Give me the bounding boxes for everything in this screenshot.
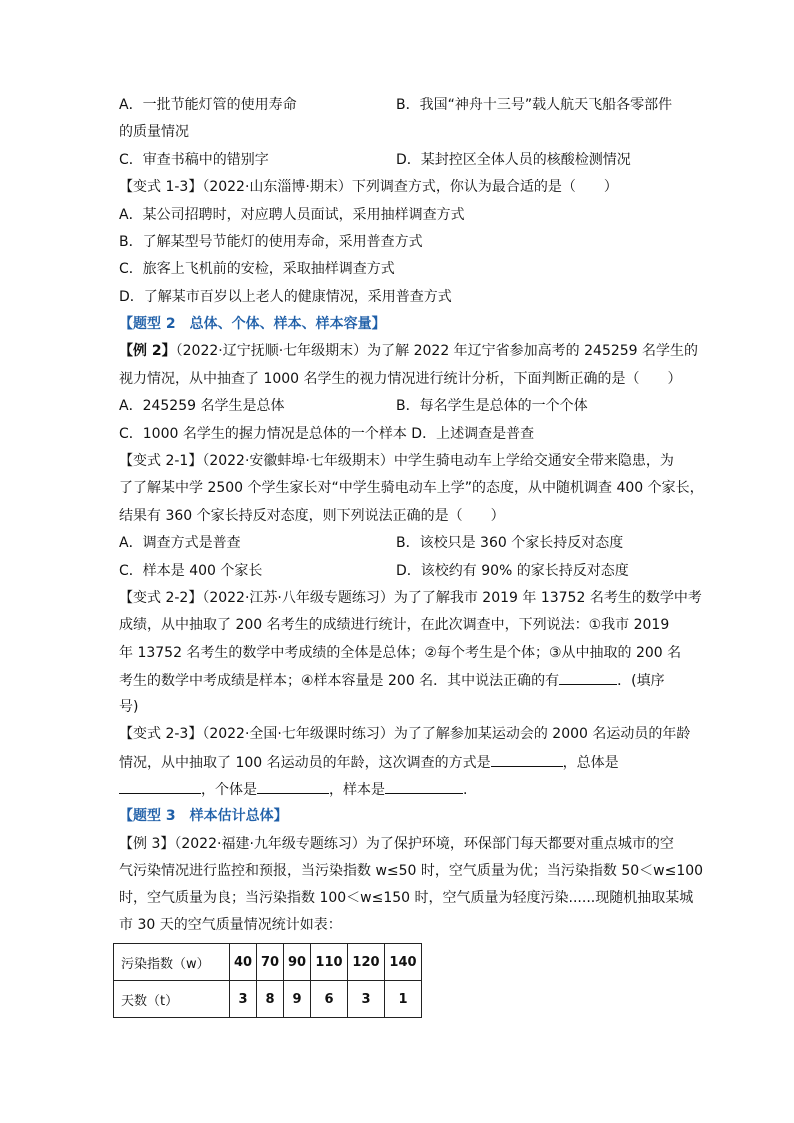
table-cell: 3 <box>348 981 385 1018</box>
variant-1-3-stem <box>119 177 618 197</box>
table-row <box>114 981 422 1018</box>
table-cell: 8 <box>257 981 284 1018</box>
table-cell: 70 <box>257 944 284 981</box>
variant-2-1-option-b: B．该校只是 360 个家长持反对态度 <box>396 535 624 551</box>
variant-2-3-period: . <box>463 782 468 798</box>
example-2-text: （2022·辽宁抚顺·七年级期末）为了解 2022 年辽宁省参加高考的 245259 名学生的 <box>175 343 699 359</box>
variant-1-3-tag: 【变式 1-3】 <box>119 179 203 195</box>
example-2-option-a: A．245259 名学生是总体 <box>119 398 285 414</box>
table-cell: 120 <box>348 944 385 981</box>
example-3-line-2: 气污染情况进行监控和预报，当污染指数 w≤50 时，空气质量为优；当污染指数 50＜w≤100 <box>119 863 704 879</box>
variant-1-3-option-d: D．了解某市百岁以上老人的健康情况，采用普查方式 <box>119 289 452 305</box>
example-2-line-1 <box>119 341 698 361</box>
variant-1-3-option-c: C．旅客上飞机前的安检，采取抽样调查方式 <box>119 261 395 277</box>
variant-2-2-line-4-suffix: ．(填序 <box>617 673 665 689</box>
variant-2-1-line-1 <box>119 451 674 471</box>
variant-2-3-line-2-text: 情况，从中抽取了 100 名运动员的年龄，这次调查的方式是 <box>119 755 491 771</box>
variant-2-1-text: （2022·安徽蚌埠·七年级期末）中学生骑电动车上学给交通安全带来隐患，为 <box>202 453 674 469</box>
variant-2-3-text: （2022·全国·七年级课时练习）为了了解参加某运动会的 2000 名运动员的年龄 <box>202 726 691 742</box>
variant-2-3-line-2-suffix: ，总体是 <box>562 755 619 771</box>
variant-2-2-line-5: 号) <box>119 699 139 715</box>
example-3-line-4: 市 30 天的空气质量情况统计如表： <box>119 917 342 933</box>
prev-option-b: B．我国“神舟十三号”载人航天飞船各零部件 <box>396 97 673 113</box>
answer-blank[interactable] <box>559 670 617 685</box>
table-cell: 1 <box>385 981 422 1018</box>
example-2-option-b: B．每名学生是总体的一个个体 <box>396 398 588 414</box>
prev-option-b-cont: 的质量情况 <box>119 124 189 140</box>
variant-2-3-sample-label: ，样本是 <box>329 782 385 798</box>
example-3-line-3: 时，空气质量为良；当污染指数 100＜w≤150 时，空气质量为轻度污染......现随机抽取某城 <box>119 890 694 906</box>
prev-option-d: D．某封控区全体人员的核酸检测情况 <box>396 152 631 168</box>
variant-2-3-individual-label: ，个体是 <box>201 782 257 798</box>
variant-2-1-option-c: C．样本是 400 个家长 <box>119 563 263 579</box>
population-blank[interactable] <box>119 779 201 794</box>
pollution-table <box>113 943 422 1018</box>
table-cell: 40 <box>230 944 257 981</box>
variant-2-3-line-1 <box>119 724 690 744</box>
table-cell: 140 <box>385 944 422 981</box>
example-3-tag: 【例 3】 <box>119 836 175 852</box>
variant-1-3-text: （2022·山东淄博·期末）下列调查方式，你认为最合适的是（ ） <box>202 179 618 195</box>
variant-1-3-option-a: A．某公司招聘时，对应聘人员面试，采用抽样调查方式 <box>119 207 465 223</box>
individual-blank[interactable] <box>257 779 329 794</box>
variant-2-2-line-2: 成绩，从中抽取了 200 名考生的成绩进行统计，在此次调查中，下列说法：①我市 2019 <box>119 617 670 633</box>
table-cell: 6 <box>311 981 348 1018</box>
example-2-tag: 【例 2】 <box>119 343 176 359</box>
variant-2-3-tag: 【变式 2-3】 <box>119 726 203 742</box>
prev-option-a: A．一批节能灯管的使用寿命 <box>119 97 297 113</box>
table-header-days: 天数（t） <box>114 981 230 1018</box>
variant-2-2-line-1 <box>119 588 702 608</box>
variant-2-1-tag: 【变式 2-1】 <box>119 453 203 469</box>
prev-option-c: C．审查书稿中的错别字 <box>119 152 269 168</box>
table-cell: 3 <box>230 981 257 1018</box>
table-header-index: 污染指数（w） <box>114 944 230 981</box>
variant-2-1-line-3: 结果有 360 个家长持反对态度，则下列说法正确的是（ ） <box>119 508 505 524</box>
variant-2-2-line-4 <box>119 670 665 691</box>
variant-2-2-text: （2022·江苏·八年级专题练习）为了了解我市 2019 年 13752 名考生的数学中考 <box>202 590 702 606</box>
variant-2-1-option-d: D．该校约有 90% 的家长持反对态度 <box>396 563 629 579</box>
example-3-text: （2022·福建·九年级专题练习）为了保护环境，环保部门每天都要对重点城市的空 <box>174 836 674 852</box>
example-3-line-1 <box>119 834 674 854</box>
example-2-option-cd: C．1000 名学生的握力情况是总体的一个样本 D．上述调查是普查 <box>119 426 535 442</box>
table-row <box>114 944 422 981</box>
variant-2-3-line-3 <box>119 779 467 800</box>
table-cell: 9 <box>284 981 311 1018</box>
variant-2-2-line-4-text: 考生的数学中考成绩是样本；④样本容量是 200 名．其中说法正确的有 <box>119 673 560 689</box>
sample-blank[interactable] <box>385 779 463 794</box>
type-3-heading: 【题型 3 样本估计总体】 <box>119 808 288 824</box>
example-2-line-2: 视力情况，从中抽查了 1000 名学生的视力情况进行统计分析，下面判断正确的是（ ） <box>119 371 682 387</box>
type-2-heading: 【题型 2 总体、个体、样本、样本容量】 <box>119 316 386 332</box>
variant-2-2-tag: 【变式 2-2】 <box>119 590 203 606</box>
variant-2-2-line-3: 年 13752 名考生的数学中考成绩的全体是总体；②每个考生是个体；③从中抽取的 200 名 <box>119 645 682 661</box>
variant-2-1-line-2: 了了解某中学 2500 个学生家长对“中学生骑电动车上学”的态度，从中随机调查 400 个家长， <box>119 480 704 496</box>
variant-1-3-option-b: B．了解某型号节能灯的使用寿命，采用普查方式 <box>119 234 423 250</box>
variant-2-3-line-2 <box>119 752 619 773</box>
table-cell: 110 <box>311 944 348 981</box>
survey-method-blank[interactable] <box>491 752 563 767</box>
variant-2-1-option-a: A．调查方式是普查 <box>119 535 241 551</box>
table-cell: 90 <box>284 944 311 981</box>
